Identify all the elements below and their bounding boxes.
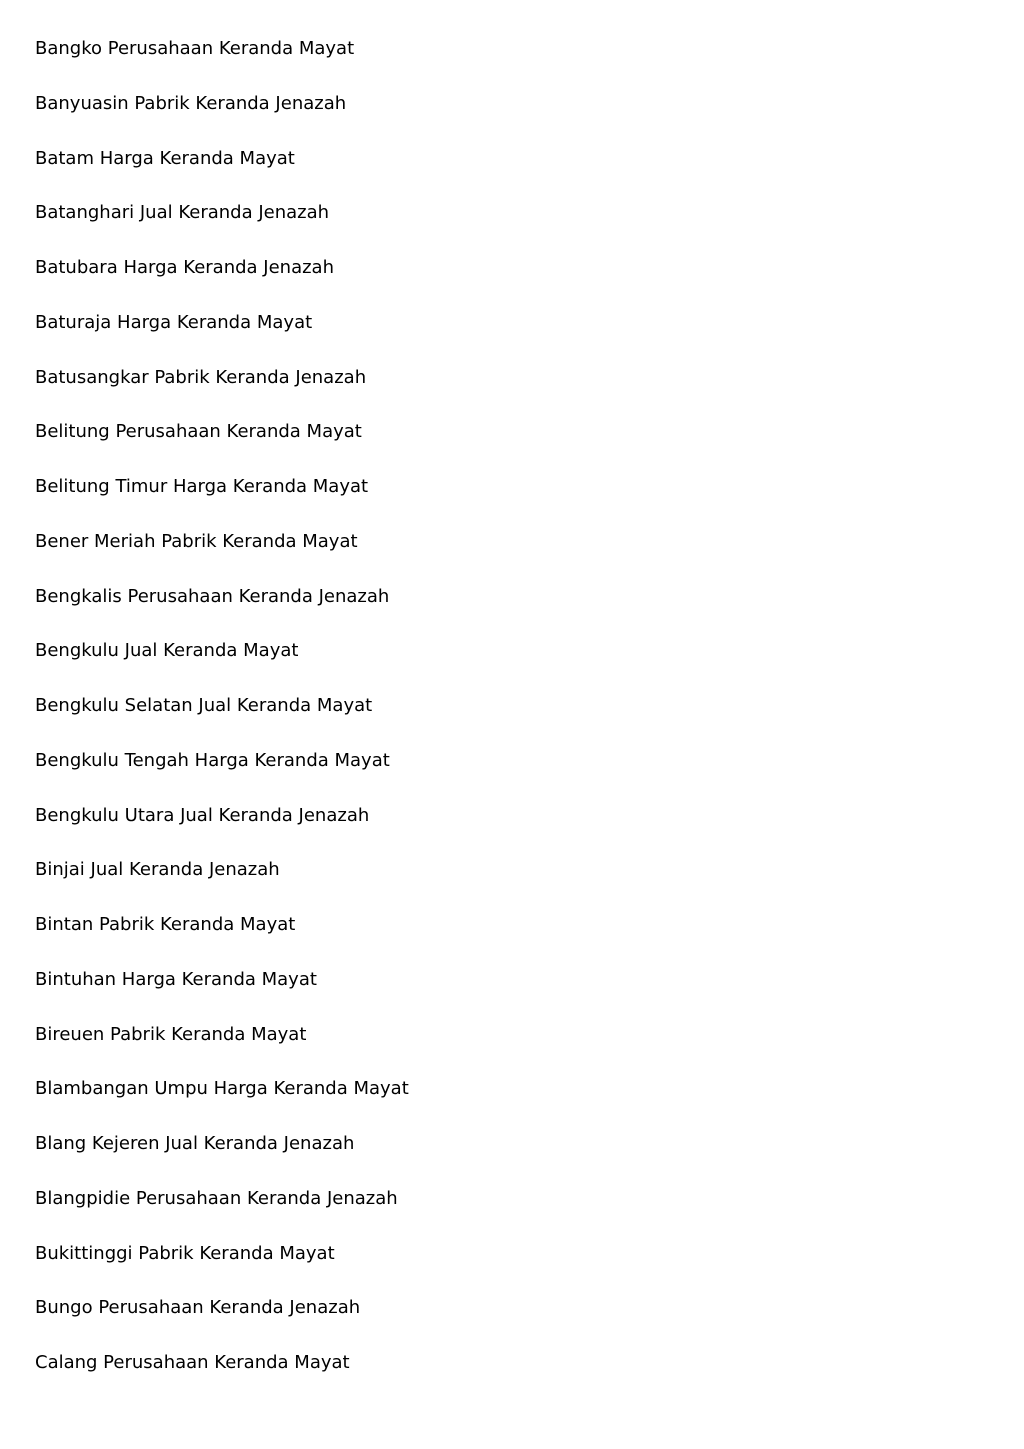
list-item: Batam Harga Keranda Mayat — [35, 147, 295, 169]
list-item: Bengkulu Tengah Harga Keranda Mayat — [35, 749, 390, 771]
list-item: Belitung Timur Harga Keranda Mayat — [35, 476, 369, 497]
list-item: Batubara Harga Keranda Jenazah — [35, 257, 334, 278]
list-item: Blambangan Umpu Harga Keranda Mayat — [35, 1078, 409, 1100]
list-item: Bungo Perusahaan Keranda Jenazah — [35, 1297, 361, 1319]
list-item: Binjai Jual Keranda Jenazah — [35, 859, 280, 881]
list-item: Batanghari Jual Keranda Jenazah — [35, 202, 330, 224]
list-item: Calang Perusahaan Keranda Mayat — [35, 1352, 350, 1373]
list-item: Bengkulu Selatan Jual Keranda Mayat — [35, 695, 373, 716]
list-item: Bengkulu Jual Keranda Mayat — [35, 640, 299, 662]
list-item: Bintuhan Harga Keranda Mayat — [35, 968, 317, 990]
list-item: Bukittinggi Pabrik Keranda Mayat — [35, 1242, 335, 1264]
list-item: Blang Kejeren Jual Keranda Jenazah — [35, 1133, 355, 1154]
list-item: Bengkalis Perusahaan Keranda Jenazah — [35, 585, 390, 607]
list-item: Blangpidie Perusahaan Keranda Jenazah — [35, 1187, 398, 1209]
list-item: Baturaja Harga Keranda Mayat — [35, 311, 313, 333]
list-item: Banyuasin Pabrik Keranda Jenazah — [35, 92, 347, 114]
list-item: Bangko Perusahaan Keranda Mayat — [35, 38, 355, 59]
text-list — [35, 38, 409, 1407]
list-item: Bengkulu Utara Jual Keranda Jenazah — [35, 804, 370, 826]
list-item: Belitung Perusahaan Keranda Mayat — [35, 421, 362, 443]
list-item: Bintan Pabrik Keranda Mayat — [35, 914, 296, 935]
list-item: Bener Meriah Pabrik Keranda Mayat — [35, 530, 358, 552]
list-item: Bireuen Pabrik Keranda Mayat — [35, 1023, 307, 1045]
list-item: Batusangkar Pabrik Keranda Jenazah — [35, 366, 367, 388]
